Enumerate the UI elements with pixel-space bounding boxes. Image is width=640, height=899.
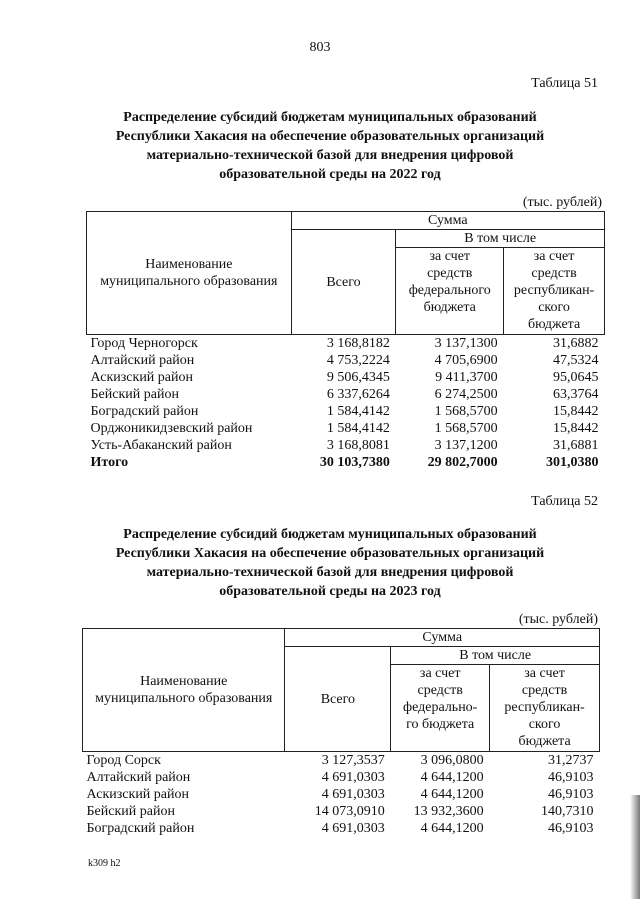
table52-units: (тыс. рублей) bbox=[518, 612, 598, 627]
table-row: Город Сорск 3 127,3537 3 096,0800 31,2737 bbox=[86, 753, 594, 768]
table-row: Боградский район 4 691,0303 4 644,1200 46,9103 bbox=[86, 821, 594, 836]
table51-label: Таблица 51 bbox=[531, 76, 598, 91]
including-header: В том числе bbox=[391, 647, 600, 665]
footer-code: k309 h2 bbox=[88, 858, 121, 869]
federal-column-header: за счет средств федерального бюджета bbox=[396, 248, 504, 335]
republic-column-header: за счет средств республикан- ского бюджета bbox=[490, 665, 600, 752]
table-row: Бейский район 14 073,0910 13 932,3600 140,7310 bbox=[86, 804, 594, 819]
table-row: Бейский район 6 337,6264 6 274,2500 63,3764 bbox=[90, 387, 599, 402]
table51-units: (тыс. рублей) bbox=[522, 195, 602, 210]
total-row: Итого 30 103,7380 29 802,7000 301,0380 bbox=[90, 455, 599, 470]
federal-column-header: за счет средств федерально- го бюджета bbox=[391, 665, 490, 752]
table-row: Город Черногорск 3 168,8182 3 137,1300 31,6882 bbox=[90, 336, 599, 351]
page-number: 803 bbox=[309, 40, 331, 55]
sum-header: Сумма bbox=[285, 629, 600, 647]
table52-title: Распределение субсидий бюджетам муниципальных образований Республики Хакасия на обеспечение образовательных организаций материально-технической базой для внедрения цифровой образовательной среды на 2023 год bbox=[115, 527, 545, 599]
republic-column-header: за счет средств республикан- ского бюджета bbox=[504, 248, 605, 335]
table-row: Алтайский район 4 753,2224 4 705,6900 47,5324 bbox=[90, 353, 599, 368]
table-row: Аскизский район 4 691,0303 4 644,1200 46,9103 bbox=[86, 787, 594, 802]
table52 bbox=[82, 628, 600, 837]
total-column-header: Всего bbox=[285, 647, 391, 752]
scan-edge-shadow bbox=[630, 795, 640, 899]
sum-header: Сумма bbox=[291, 212, 604, 230]
table52-label: Таблица 52 bbox=[531, 494, 598, 509]
table-row: Орджоникидзевский район 1 584,4142 1 568,5700 15,8442 bbox=[90, 421, 599, 436]
table51 bbox=[86, 211, 605, 471]
including-header: В том числе bbox=[396, 230, 605, 248]
table51-title: Распределение субсидий бюджетам муниципальных образований Республики Хакасия на обеспечение образовательных организаций материально-технической базой для внедрения цифровой образовательной среды на 2022 год bbox=[115, 110, 545, 182]
table-row: Усть-Абаканский район 3 168,8081 3 137,1200 31,6881 bbox=[90, 438, 599, 453]
table-row: Аскизский район 9 506,4345 9 411,3700 95,0645 bbox=[90, 370, 599, 385]
total-column-header: Всего bbox=[291, 230, 396, 335]
table-row: Боградский район 1 584,4142 1 568,5700 15,8442 bbox=[90, 404, 599, 419]
table-row: Алтайский район 4 691,0303 4 644,1200 46,9103 bbox=[86, 770, 594, 785]
name-column-header: Наименование муниципального образования bbox=[83, 629, 285, 752]
name-column-header: Наименование муниципального образования bbox=[87, 212, 292, 335]
